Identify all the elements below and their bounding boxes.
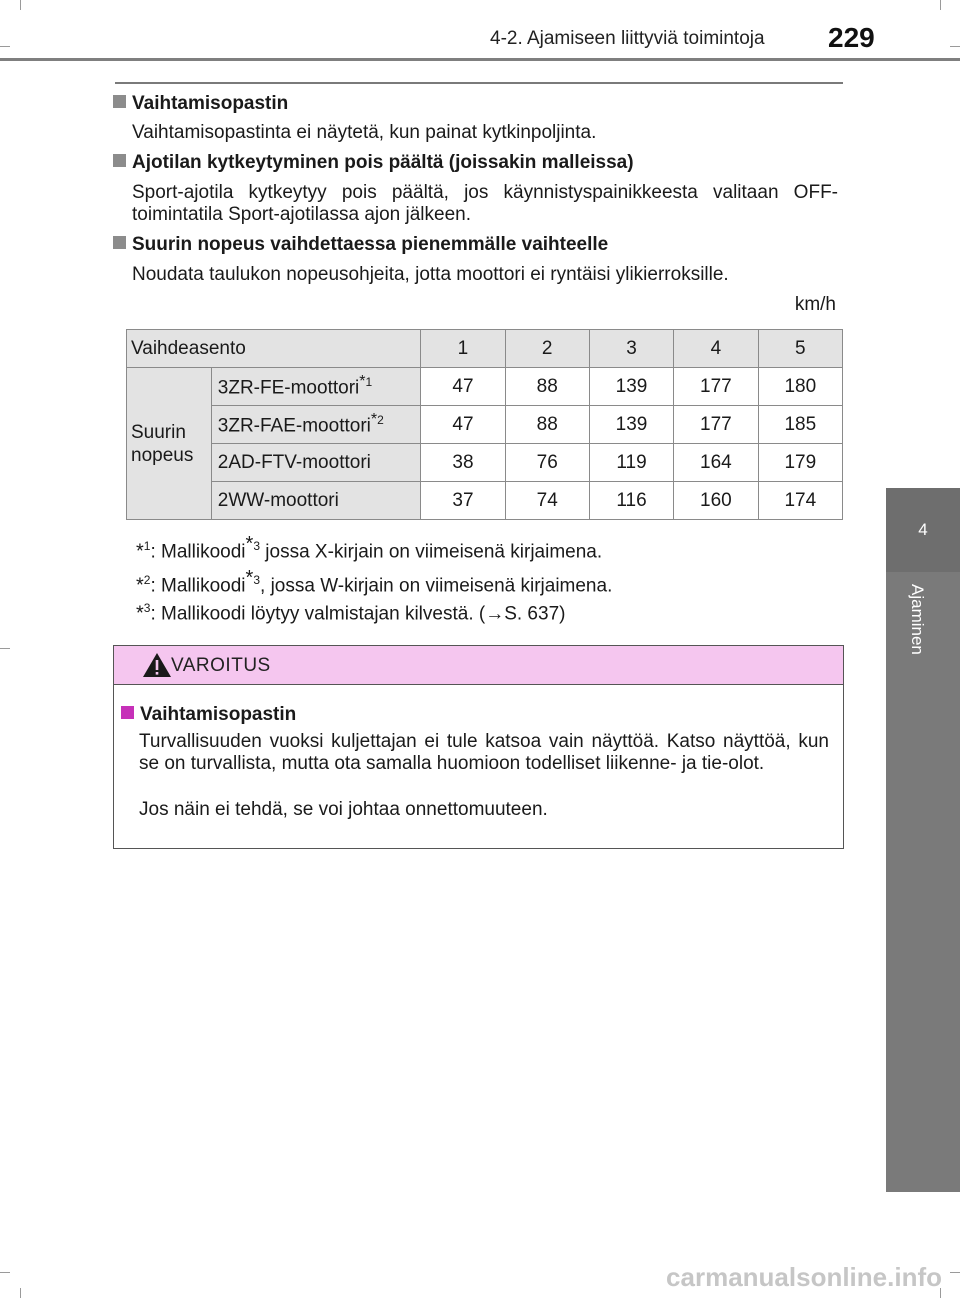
speed-value: 174	[758, 482, 842, 520]
speed-value: 164	[674, 444, 758, 482]
footnote-text: , jossa W-kirjain on viimeisenä kirjaimena.	[260, 575, 613, 597]
asterisk-mark: *	[136, 540, 144, 563]
section-text: Noudata taulukon nopeusohjeita, jotta moottori ei ryntäisi ylikierroksille.	[132, 264, 729, 285]
section-text: Vaihtamisopastinta ei näytetä, kun painat kytkinpoljinta.	[132, 122, 597, 143]
table-row	[127, 444, 843, 482]
chapter-tab-number: 4	[918, 520, 928, 539]
engine-cell	[211, 406, 421, 444]
footnote-ref: 1	[365, 375, 373, 390]
square-bullet-icon	[113, 154, 126, 167]
speed-value: 47	[421, 368, 505, 406]
section-heading	[113, 152, 634, 174]
warning-header	[114, 646, 843, 685]
speed-value: 119	[589, 444, 673, 482]
page-number: 229	[828, 22, 875, 53]
footnote-text: : Mallikoodi	[150, 575, 246, 597]
asterisk-mark: *	[359, 373, 366, 391]
section-heading	[113, 93, 288, 115]
asterisk-mark: *	[136, 574, 144, 597]
table-row	[127, 368, 843, 406]
watermark: carmanualsonline.info	[666, 1262, 942, 1292]
table-header-row	[127, 330, 843, 368]
warning-title: VAROITUS	[171, 655, 271, 676]
chapter-tab[interactable]	[886, 488, 960, 572]
footnote	[136, 567, 612, 597]
gear-header: 1	[421, 330, 505, 368]
footnote-ref: 3	[253, 539, 261, 553]
section-heading	[113, 234, 608, 256]
crop-mark	[940, 0, 941, 10]
max-speed-table	[126, 329, 843, 520]
section-heading-text: Ajotilan kytkeytyminen pois päältä (joissakin malleissa)	[132, 152, 634, 173]
gear-header: 5	[758, 330, 842, 368]
section-heading-text: Vaihtamisopastin	[132, 93, 289, 114]
crop-mark	[0, 648, 10, 649]
asterisk-mark: *	[136, 602, 144, 625]
speed-value: 74	[505, 482, 589, 520]
speed-value: 38	[421, 444, 505, 482]
speed-value: 177	[674, 368, 758, 406]
row-group-label: Suurin nopeus	[127, 368, 212, 520]
footnote-ref: 2	[377, 413, 384, 428]
engine-name: 3ZR-FAE-moottori	[217, 415, 371, 437]
speed-value: 160	[674, 482, 758, 520]
speed-value: 179	[758, 444, 842, 482]
engine-cell: 2AD-FTV-moottori	[211, 444, 421, 482]
footnote-mark: 3	[143, 601, 151, 615]
speed-value: 180	[758, 368, 842, 406]
engine-cell: 2WW-moottori	[211, 482, 421, 520]
speed-value: 88	[505, 406, 589, 444]
warning-triangle-icon	[142, 652, 172, 678]
section-text: Sport-ajotila kytkeytyy pois päältä, jos käynnistyspainikkeesta valitaan OFF-toimintatila Sport-ajotilassa ajon jälkeen.	[132, 182, 838, 225]
crop-mark	[20, 0, 21, 10]
speed-value: 76	[505, 444, 589, 482]
unit-label: km/h	[794, 294, 836, 315]
speed-value: 116	[589, 482, 673, 520]
gear-header: 3	[589, 330, 673, 368]
footnote-text: jossa X-kirjain on viimeisenä kirjaimena.	[260, 541, 603, 563]
speed-value: 37	[421, 482, 505, 520]
content-top-rule	[115, 82, 843, 84]
footnote-text: : Mallikoodi löytyy valmistajan kilvestä. (	[150, 603, 486, 625]
crop-mark	[950, 1272, 960, 1273]
engine-cell	[211, 368, 421, 406]
footnote-mark: 1	[143, 539, 151, 553]
crop-mark	[0, 46, 10, 47]
table-row	[127, 406, 843, 444]
table-header-label: Vaihdeasento	[127, 330, 421, 368]
footnote	[136, 601, 565, 625]
footnote	[136, 533, 602, 563]
asterisk-mark: *	[245, 533, 254, 555]
section-heading-text: Suurin nopeus vaihdettaessa pienemmälle vaihteelle	[132, 234, 609, 255]
header-rule	[0, 58, 960, 61]
asterisk-mark: *	[370, 411, 378, 429]
page-reference-link[interactable]: S. 637)	[504, 603, 566, 625]
asterisk-mark: *	[245, 567, 254, 589]
running-header-title: 4-2. Ajamiseen liittyviä toimintoja	[490, 28, 765, 49]
warning-subheading	[121, 704, 296, 726]
arrow-right-icon: →	[485, 603, 505, 625]
engine-name: 3ZR-FE-moottori	[217, 377, 360, 399]
crop-mark	[20, 1288, 21, 1298]
speed-value: 139	[589, 368, 673, 406]
gear-header: 2	[505, 330, 589, 368]
speed-value: 139	[589, 406, 673, 444]
footnote-mark: 2	[143, 573, 151, 587]
footnote-ref: 3	[253, 573, 261, 587]
square-bullet-icon	[121, 706, 134, 719]
crop-mark	[0, 1272, 10, 1273]
square-bullet-icon	[113, 236, 126, 249]
warning-subheading-text: Vaihtamisopastin	[140, 704, 297, 725]
warning-box	[113, 645, 844, 849]
speed-value: 177	[674, 406, 758, 444]
warning-text: Turvallisuuden vuoksi kuljettajan ei tule katsoa vain näyttöä. Katso näyttöä, kun se on turvallista, mutta ota samalla huomioon todelliset liikenne- ja tie-olot.	[139, 731, 829, 774]
table-row	[127, 482, 843, 520]
chapter-tab-label: Ajaminen	[908, 584, 927, 655]
speed-value: 185	[758, 406, 842, 444]
speed-value: 47	[421, 406, 505, 444]
speed-value: 88	[505, 368, 589, 406]
footnote-text: : Mallikoodi	[150, 541, 246, 563]
crop-mark	[950, 46, 960, 47]
gear-header: 4	[674, 330, 758, 368]
warning-text: Jos näin ei tehdä, se voi johtaa onnettomuuteen.	[139, 799, 548, 820]
square-bullet-icon	[113, 95, 126, 108]
